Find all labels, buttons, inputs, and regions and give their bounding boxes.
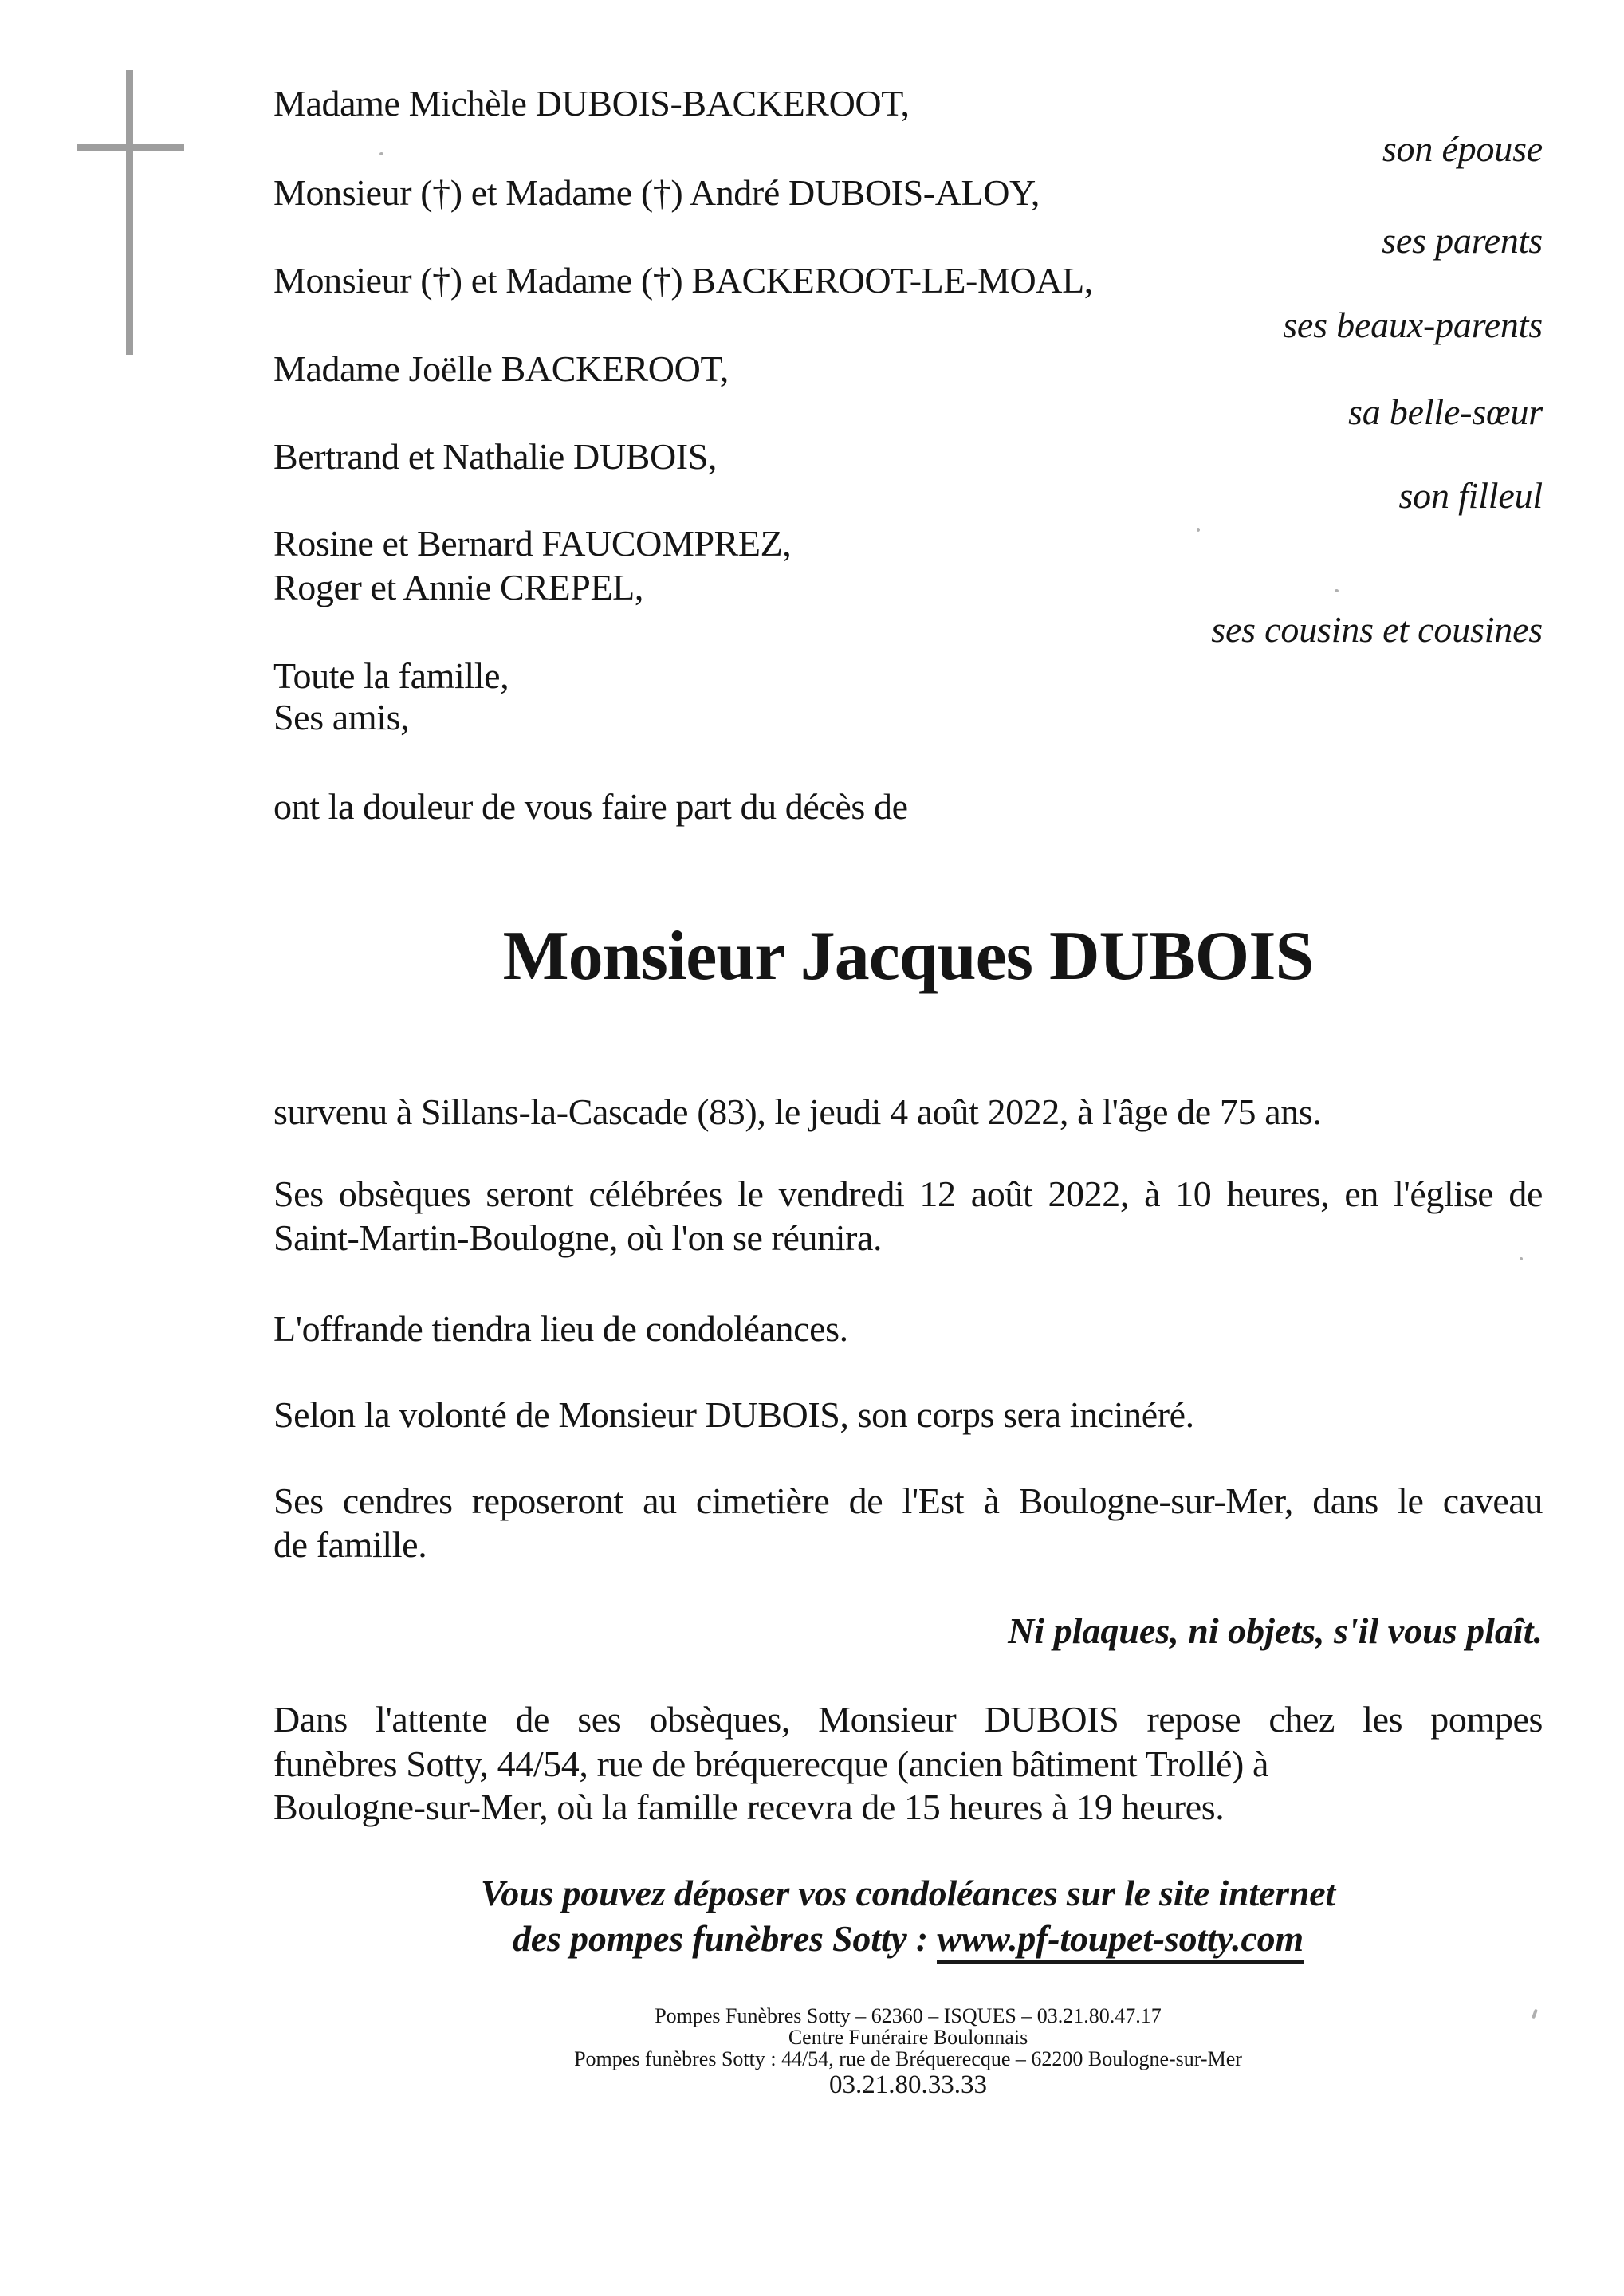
family-relation: son filleul [1398, 475, 1543, 516]
family-member-name: Monsieur (†) et Madame (†) André DUBOIS-ALOY, [273, 172, 1040, 213]
scan-speck [1520, 1257, 1523, 1260]
announcement-intro: ont la douleur de vous faire part du décès de [273, 786, 908, 827]
scan-speck [379, 152, 383, 155]
cross-mark-vertical [126, 70, 133, 355]
footer-line3: Pompes funèbres Sotty : 44/54, rue de Bréquerecque – 62200 Boulogne-sur-Mer [574, 2047, 1242, 2070]
family-member-name: Monsieur (†) et Madame (†) BACKEROOT-LE-MOAL, [273, 260, 1093, 301]
scan-speck [1197, 528, 1200, 532]
paragraph-repose-line1: Dans l'attente de ses obsèques, Monsieur DUBOIS repose chez les pompes [273, 1699, 1543, 1740]
paragraph-cremation: Selon la volonté de Monsieur DUBOIS, son corps sera incinéré. [273, 1394, 1194, 1435]
funeral-home-website: www.pf-toupet-sotty.com [937, 1918, 1304, 1964]
family-relation: ses beaux-parents [1283, 305, 1543, 345]
footer-line1: Pompes Funèbres Sotty – 62360 – ISQUES – 03.21.80.47.17 [655, 2004, 1162, 2027]
footer-phone: 03.21.80.33.33 [829, 2070, 987, 2099]
family-member-name: Madame Joëlle BACKEROOT, [273, 348, 729, 389]
family-relation: ses cousins et cousines [1211, 609, 1543, 650]
family-relation: son épouse [1382, 128, 1543, 169]
no-plaques-note: Ni plaques, ni objets, s'il vous plaît. [1008, 1610, 1543, 1651]
family-member-name: Bertrand et Nathalie DUBOIS, [273, 436, 717, 477]
family-member-name: Ses amis, [273, 697, 410, 737]
family-member-name: Madame Michèle DUBOIS-BACKEROOT, [273, 83, 910, 124]
cross-mark-horizontal [77, 144, 184, 151]
family-member-name: Roger et Annie CREPEL, [273, 567, 643, 607]
paragraph-death-details: survenu à Sillans-la-Cascade (83), le jeudi 4 août 2022, à l'âge de 75 ans. [273, 1091, 1322, 1132]
paragraph-funeral-line2: Saint-Martin-Boulogne, où l'on se réunira. [273, 1217, 883, 1258]
scan-speck [1335, 589, 1339, 592]
paragraph-ashes-line2: de famille. [273, 1524, 427, 1565]
paragraph-repose-line2: funèbres Sotty, 44/54, rue de bréquerecque (ancien bâtiment Trollé) à [273, 1744, 1269, 1784]
family-relation: sa belle-sœur [1348, 391, 1543, 432]
condolences-line1: Vous pouvez déposer vos condoléances sur le site internet [480, 1873, 1336, 1913]
condolences-line2 [273, 1917, 1543, 1960]
footer-line2: Centre Funéraire Boulonnais [788, 2026, 1028, 2049]
paragraph-ashes-line1: Ses cendres reposeront au cimetière de l'Est à Boulogne-sur-Mer, dans le caveau [273, 1480, 1543, 1521]
paragraph-funeral-line1: Ses obsèques seront célébrées le vendredi 12 août 2022, à 10 heures, en l'église de [273, 1174, 1543, 1214]
paragraph-repose-line3: Boulogne-sur-Mer, où la famille recevra de 15 heures à 19 heures. [273, 1787, 1225, 1827]
deceased-name: Monsieur Jacques DUBOIS [502, 918, 1314, 995]
family-member-name: Toute la famille, [273, 655, 509, 696]
family-relation: ses parents [1382, 220, 1543, 261]
paragraph-offering: L'offrande tiendra lieu de condoléances. [273, 1308, 848, 1349]
condolences-line2-prefix: des pompes funèbres Sotty : [513, 1918, 938, 1959]
family-member-name: Rosine et Bernard FAUCOMPREZ, [273, 523, 792, 564]
